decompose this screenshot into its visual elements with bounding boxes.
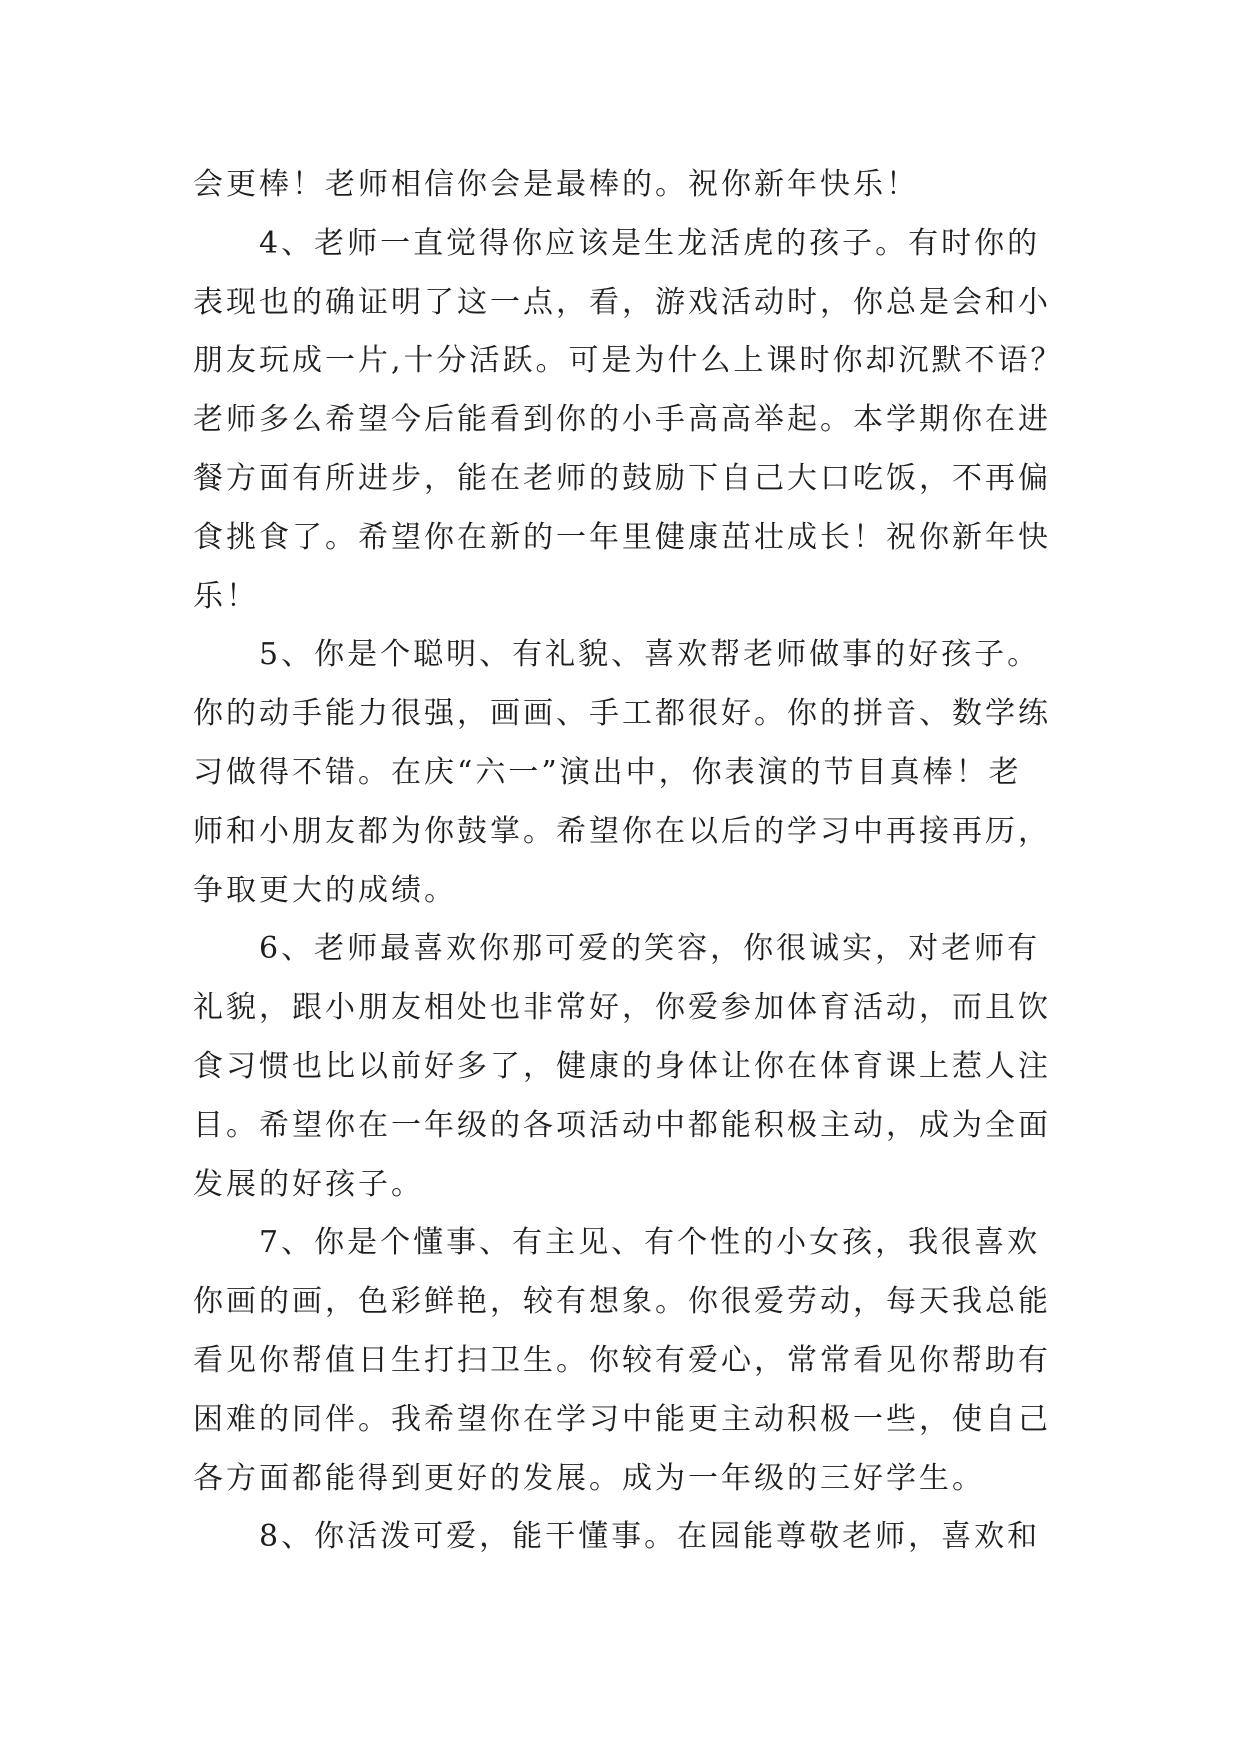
text-line: 看见你帮值日生打扫卫生。你较有爱心，常常看见你帮助有: [193, 1342, 1051, 1378]
text-line: 争取更大的成绩。: [193, 872, 457, 908]
paragraph-comment-8: [193, 1508, 1063, 1567]
text-line: 食习惯也比以前好多了，健康的身体让你在体育课上惹人注: [193, 1048, 1051, 1084]
text-line: 发展的好孩子。: [193, 1166, 424, 1202]
text-line: 5、你是个聪明、有礼貌、喜欢帮老师做事的好孩子。: [259, 637, 1041, 673]
text-line: 目。希望你在一年级的各项活动中都能积极主动，成为全面: [193, 1107, 1051, 1143]
text-line: 表现也的确证明了这一点，看，游戏活动时，你总是会和小: [193, 284, 1051, 320]
text-line: 你的动手能力很强，画画、手工都很好。你的拼音、数学练: [193, 696, 1051, 732]
text-line: 8、你活泼可爱，能干懂事。在园能尊敬老师，喜欢和: [259, 1519, 1041, 1555]
paragraph-comment-4: [193, 215, 1063, 627]
text-line: 会更棒！老师相信你会是最棒的。祝你新年快乐！: [193, 167, 919, 202]
text-line: 你画的画，色彩鲜艳，较有想象。你很爱劳动，每天我总能: [193, 1284, 1051, 1320]
paragraph-comment-7: [193, 1214, 1063, 1508]
text-line: 礼貌，跟小朋友相处也非常好，你爱参加体育活动，而且饮: [193, 990, 1051, 1026]
paragraph-comment-5: [193, 626, 1063, 920]
text-line: 4、老师一直觉得你应该是生龙活虎的孩子。有时你的: [259, 225, 1041, 261]
paragraph-comment-6: [193, 920, 1063, 1214]
text-line: 老师多么希望今后能看到你的小手高高举起。本学期你在进: [193, 402, 1051, 438]
text-line: 师和小朋友都为你鼓掌。希望你在以后的学习中再接再历，: [193, 813, 1051, 849]
text-line: 朋友玩成一片,十分活跃。可是为什么上课时你却沉默不语？: [193, 343, 1064, 379]
text-line: 7、你是个懂事、有主见、有个性的小女孩，我很喜欢: [259, 1225, 1041, 1261]
text-line: 习做得不错。在庆“六一”演出中，你表演的节目真棒！老: [193, 754, 1022, 790]
text-line: 餐方面有所进步，能在老师的鼓励下自己大口吃饭，不再偏: [193, 460, 1051, 496]
text-line: 各方面都能得到更好的发展。成为一年级的三好学生。: [193, 1460, 985, 1496]
text-line: 乐！: [193, 578, 259, 614]
paragraph-continued: [193, 156, 1063, 215]
text-line: 困难的同伴。我希望你在学习中能更主动积极一些，使自己: [193, 1401, 1051, 1437]
document-body: [193, 156, 1063, 1567]
text-line: 食挑食了。希望你在新的一年里健康茁壮成长！祝你新年快: [193, 519, 1051, 555]
text-line: 6、老师最喜欢你那可爱的笑容，你很诚实，对老师有: [259, 931, 1041, 967]
